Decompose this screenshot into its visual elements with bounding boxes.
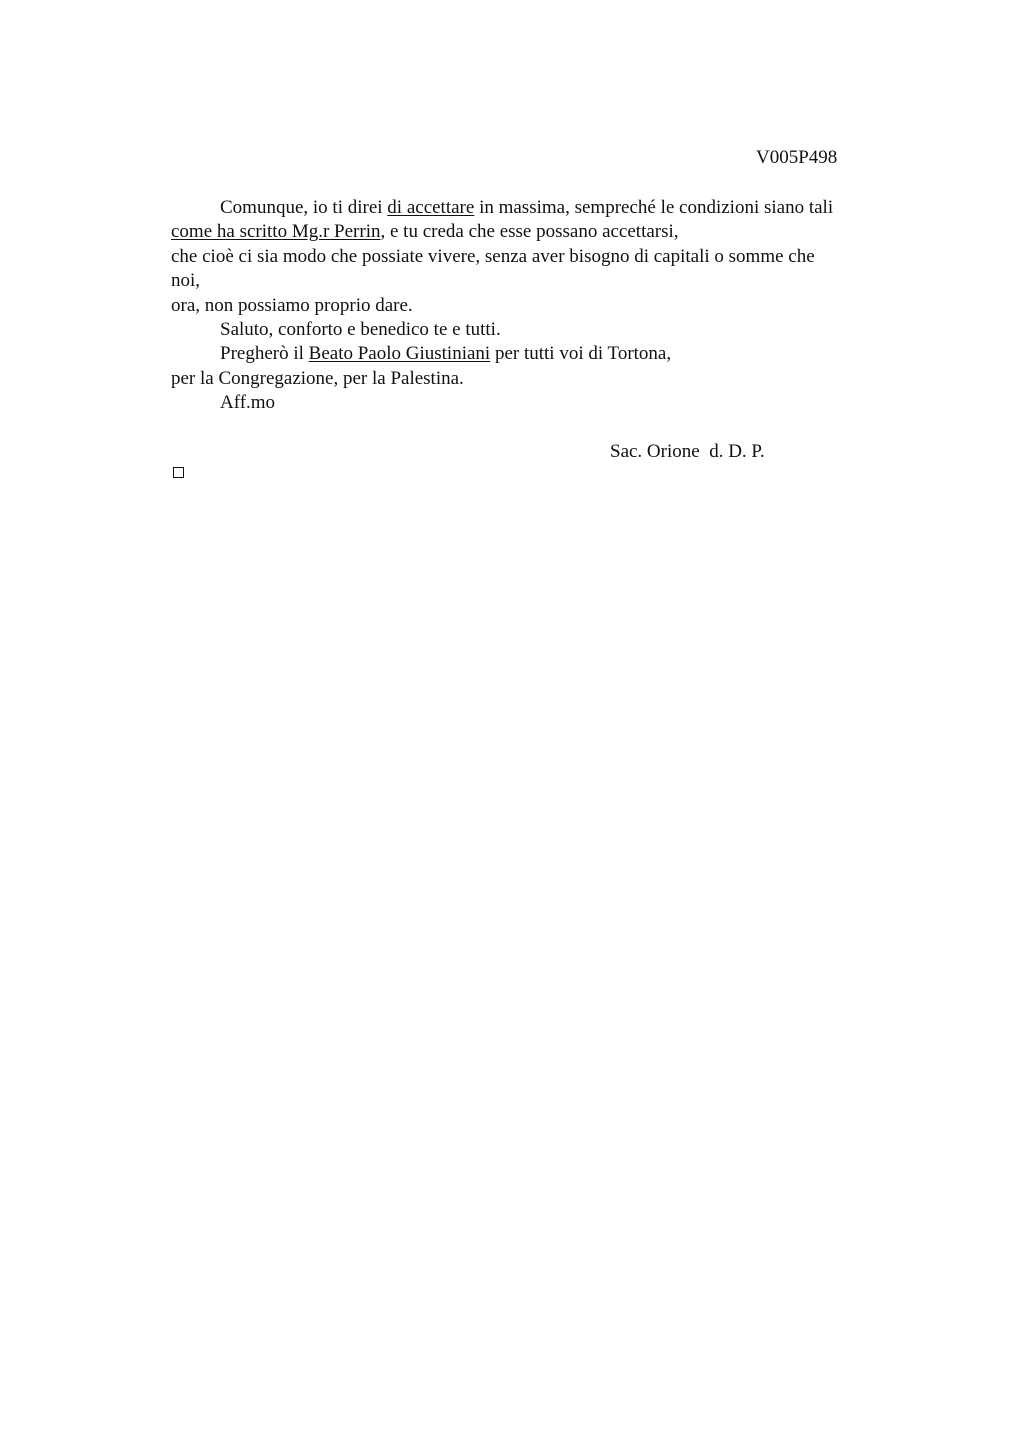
letter-body (171, 196, 891, 416)
letter-line (171, 367, 891, 391)
page-reference: V005P498 (756, 147, 838, 168)
signature: Sac. Orione d. D. P. (610, 441, 765, 462)
letter-line (171, 269, 891, 293)
line-text: Saluto, conforto e benedico te e tutti. (220, 319, 501, 341)
underlined-text: di accettare (387, 197, 475, 218)
underlined-text: come ha scritto Mg.r Perrin (171, 221, 381, 243)
letter-line (171, 342, 891, 366)
line-text: , e tu creda che esse possano accettarsi, (380, 221, 679, 243)
letter-line (171, 391, 891, 415)
letter-line (171, 196, 891, 220)
letter-line (171, 245, 891, 269)
letter-line (171, 220, 891, 244)
line-text: che cioè ci sia modo che possiate vivere, senza aver bisogno di capitali o somme che (171, 245, 815, 267)
line-text: in massima, sempreché le condizioni siano tali (474, 197, 834, 218)
letter-line (171, 294, 891, 318)
line-text: Aff.mo (220, 392, 276, 414)
end-marker-box (173, 467, 184, 478)
line-text: Pregherò il (220, 343, 309, 365)
line-text: per tutti voi di Tortona, (490, 343, 672, 365)
line-text: noi, (171, 270, 201, 292)
line-text: Comunque, io ti direi (220, 197, 388, 218)
letter-line (171, 318, 891, 342)
underlined-text: Beato Paolo Giustiniani (308, 343, 491, 365)
line-text: ora, non possiamo proprio dare. (171, 294, 413, 316)
line-text: per la Congregazione, per la Palestina. (171, 367, 464, 389)
